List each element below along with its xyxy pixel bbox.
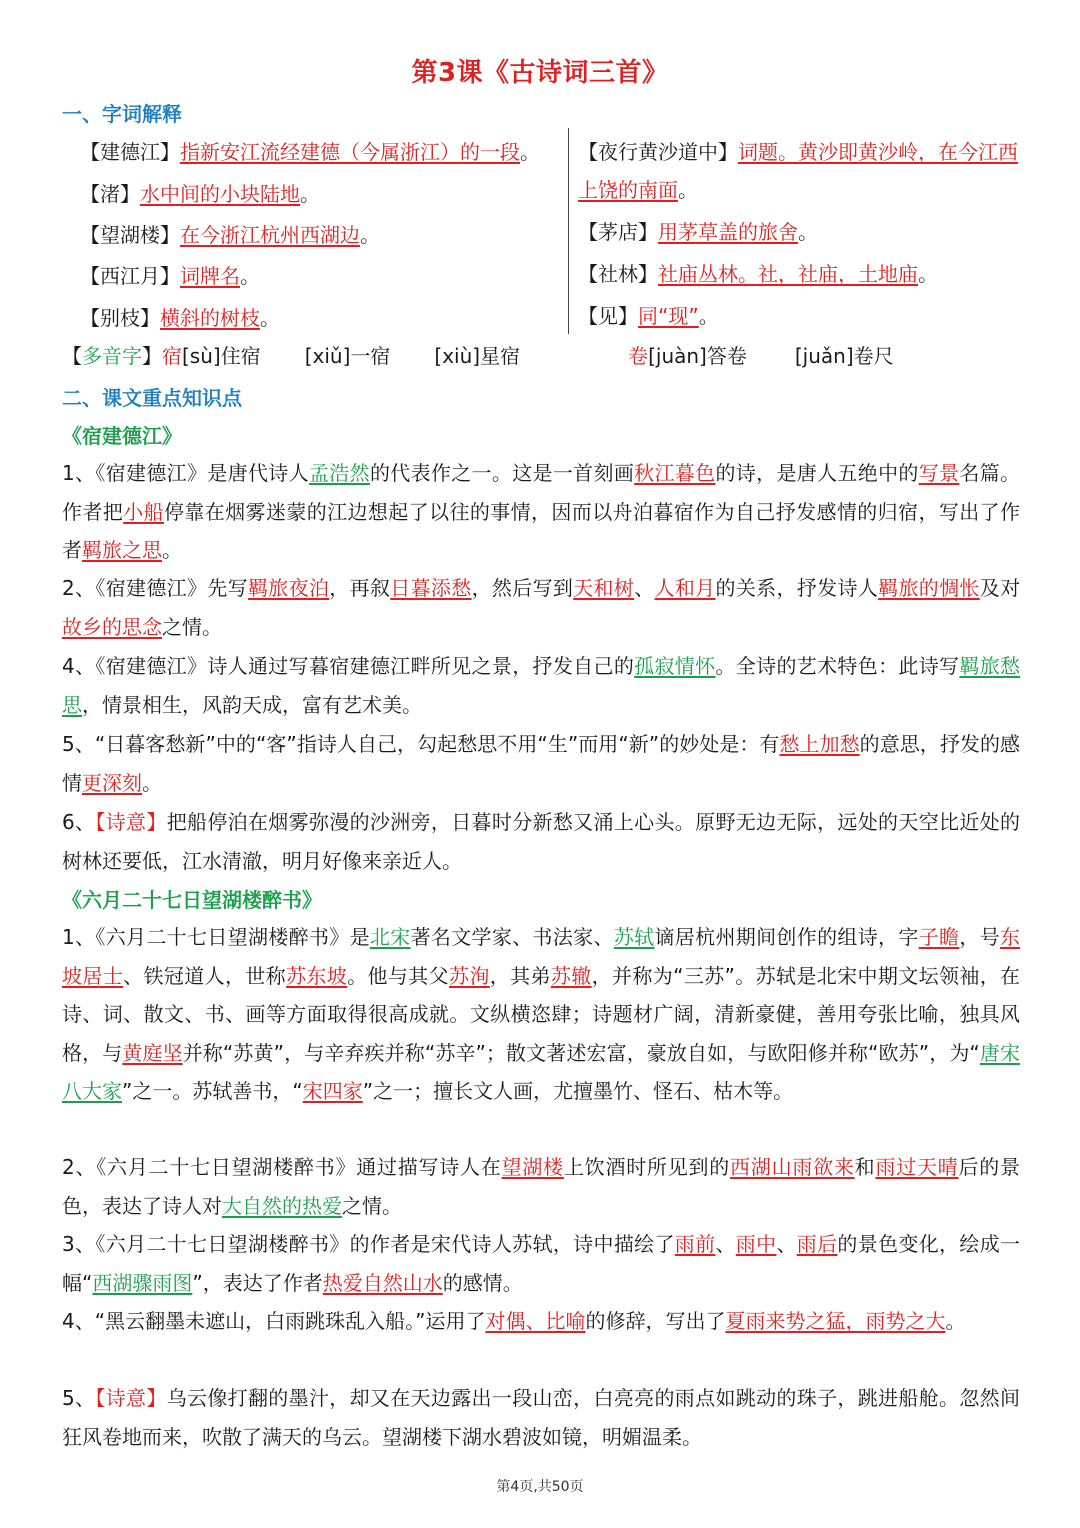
page-title: 第3课《古诗词三首》 bbox=[411, 58, 669, 88]
poem-title: 《六月二十七日望湖楼醉书》 bbox=[62, 888, 322, 912]
paragraph: 4、《宿建德江》诗人通过写暮宿建德江畔所见之景，抒发自己的孤寂情怀。全诗的艺术特色：此诗写羁旅愁思，情景相生，风韵天成，富有艺术美。 bbox=[62, 654, 1021, 717]
glossary-item: 【见】同“现”。 bbox=[578, 304, 719, 328]
paragraph: 5、【诗意】乌云像打翻的墨汁，却又在天边露出一段山峦，白亮亮的雨点如跳动的珠子，跳进船舱。忽然间狂风卷地而来，吹散了满天的乌云。望湖楼下湖水碧波如镜，明媚温柔。 bbox=[62, 1386, 1021, 1449]
glossary-item: 【别枝】横斜的树枝。 bbox=[80, 306, 280, 330]
paragraph: 2、《六月二十七日望湖楼醉书》通过描写诗人在望湖楼上饮酒时所见到的西湖山雨欲来和雨过天晴后的景色，表达了诗人对大自然的热爱之情。 bbox=[62, 1155, 1021, 1218]
polyphonic-line: 【多音字】宿[sù]住宿 [xiǔ]一宿 [xiù]星宿 卷[juàn]答卷 [juǎn]卷尺 bbox=[62, 344, 894, 368]
glossary-item: 【建德江】指新安江流经建德（今属浙江）的一段。 bbox=[80, 140, 540, 164]
section-heading-glossary: 一、字词解释 bbox=[62, 102, 182, 126]
page-number: 第4页,共50页 bbox=[496, 1479, 584, 1495]
column-divider bbox=[568, 128, 569, 334]
paragraph: 3、《六月二十七日望湖楼醉书》的作者是宋代诗人苏轼，诗中描绘了雨前、雨中、雨后的景色变化，绘成一幅“西湖骤雨图”，表达了作者热爱自然山水的感情。 bbox=[62, 1232, 1021, 1295]
paragraph: 1、《宿建德江》是唐代诗人孟浩然的代表作之一。这是一首刻画秋江暮色的诗，是唐人五绝中的写景名篇。作者把小船停靠在烟雾迷蒙的江边想起了以往的事情，因而以舟泊暮宿作为自己抒发感情的归宿，写出了作者羁旅之思。 bbox=[62, 461, 1021, 562]
section-heading-key-points: 二、课文重点知识点 bbox=[62, 386, 242, 410]
glossary-item: 【渚】水中间的小块陆地。 bbox=[80, 182, 320, 206]
glossary-item: 【望湖楼】在今浙江杭州西湖边。 bbox=[80, 223, 380, 247]
poem-title: 《宿建德江》 bbox=[62, 424, 182, 448]
paragraph: 5、“日暮客愁新”中的“客”指诗人自己，勾起愁思不用“生”而用“新”的妙处是：有愁上加愁的意思，抒发的感情更深刻。 bbox=[62, 732, 1020, 795]
paragraph: 2、《宿建德江》先写羁旅夜泊，再叙日暮添愁，然后写到天和树、人和月的关系，抒发诗人羁旅的惆怅及对故乡的思念之情。 bbox=[62, 576, 1021, 639]
glossary-item: 【茅店】用茅草盖的旅舍。 bbox=[578, 220, 818, 244]
glossary-item: 【夜行黄沙道中】词题。黄沙即黄沙岭，在今江西上饶的南面。 bbox=[578, 140, 1018, 202]
paragraph: 1、《六月二十七日望湖楼醉书》是北宋著名文学家、书法家、苏轼谪居杭州期间创作的组诗，字子瞻，号东坡居士、铁冠道人，世称苏东坡。他与其父苏洵，其弟苏辙，并称为“三苏”。苏轼是北宋中期文坛领袖，在诗、词、散文、书、画等方面取得很高成就。文纵横恣肆；诗题材广阔，清新豪健，善用夸张比喻，独具风格，与黄庭坚并称“苏黄”，与辛弃疾并称“苏辛”；散文著述宏富，豪放自如，与欧阳修并称“欧苏”，为“唐宋八大家”之一。苏轼善书，“宋四家”之一；擅长文人画，尤擅墨竹、怪石、枯木等。 bbox=[62, 925, 1021, 1103]
paragraph: 6、【诗意】把船停泊在烟雾弥漫的沙洲旁，日暮时分新愁又涌上心头。原野无边无际，远处的天空比近处的树林还要低，江水清澈，明月好像来亲近人。 bbox=[62, 810, 1021, 873]
glossary-item: 【社林】社庙丛林。社，社庙，土地庙。 bbox=[578, 262, 938, 286]
paragraph: 4、“黑云翻墨未遮山，白雨跳珠乱入船。”运用了对偶、比喻的修辞，写出了夏雨来势之猛，雨势之大。 bbox=[62, 1309, 966, 1333]
glossary-item: 【西江月】词牌名。 bbox=[80, 264, 260, 288]
